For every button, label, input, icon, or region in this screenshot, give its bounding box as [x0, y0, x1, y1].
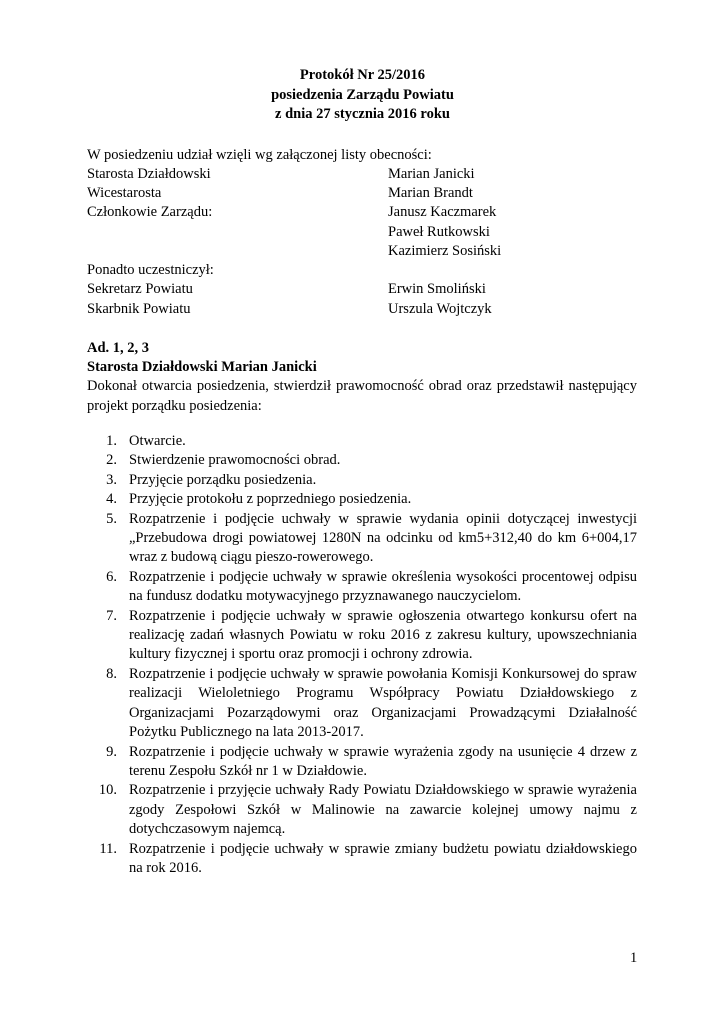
- agenda-item-number: 2.: [106, 452, 117, 469]
- title-line-1: Protokół Nr 25/2016: [299, 67, 426, 83]
- attendance-name: Marian Brandt: [388, 185, 473, 201]
- agenda-item-text: Otwarcie.: [129, 433, 186, 449]
- agenda-item: [87, 781, 637, 839]
- attendance-name: Marian Janicki: [388, 166, 475, 182]
- agenda-item-number: 11.: [99, 840, 117, 857]
- agenda-list: [87, 432, 637, 878]
- attendance-name: Janusz Kaczmarek: [388, 204, 497, 220]
- agenda-item: [87, 432, 637, 451]
- section-heading: Ad. 1, 2, 3: [87, 340, 150, 356]
- section-body: Dokonał otwarcia posiedzenia, stwierdził prawomocność obrad oraz przedstawił następujący projekt porządku posiedzenia:: [87, 378, 637, 414]
- page-number: 1: [630, 950, 638, 966]
- attendance-name: Paweł Rutkowski: [388, 224, 490, 240]
- agenda-item: [87, 665, 637, 743]
- agenda-item-number: 10.: [98, 782, 117, 799]
- agenda-item-text: Rozpatrzenie i podjęcie uchwały w sprawie określenia wysokości procentowej odpisu na fundusz dodatku motywacyjnego przyznawanego nauczycielom.: [129, 568, 637, 605]
- agenda-item-number: 7.: [106, 607, 117, 624]
- agenda-item: [87, 743, 637, 782]
- agenda-item-number: 3.: [106, 471, 117, 488]
- agenda-item: [87, 840, 637, 879]
- agenda-item-text: Rozpatrzenie i podjęcie uchwały w sprawie wydania opinii dotyczącej inwestycji „Przebudowa drogi powiatowej 1280N na odcinku od km5+312,40 do km 6+004,17 wraz z budową ciągu pieszo-rowerowego.: [129, 510, 637, 566]
- also-present-role: Skarbnik Powiatu: [87, 301, 191, 317]
- title-line-3: z dnia 27 stycznia 2016 roku: [275, 106, 450, 123]
- agenda-item-number: 6.: [106, 568, 117, 585]
- agenda-item-text: Rozpatrzenie i przyjęcie uchwały Rady Powiatu Działdowskiego w sprawie wyrażenia zgody Zespołowi Szkół w Malinowie na zawarcie kolejnej umowy najmu z dotychczasowym najemcą.: [129, 782, 637, 838]
- also-present-name: Urszula Wojtczyk: [388, 301, 492, 317]
- agenda-item-number: 1.: [106, 433, 117, 449]
- agenda-item-number: 9.: [106, 743, 117, 760]
- agenda-item: [87, 451, 637, 470]
- attendance-name: Kazimierz Sosiński: [388, 243, 502, 259]
- agenda-item: [87, 490, 637, 509]
- agenda-item: [87, 607, 637, 665]
- attendance-intro: W posiedzeniu udział wzięli wg załączonej listy obecności:: [87, 147, 432, 163]
- agenda-item: [87, 568, 637, 607]
- title-line-2: posiedzenia Zarządu Powiatu: [271, 86, 454, 103]
- agenda-item-text: Stwierdzenie prawomocności obrad.: [129, 452, 341, 469]
- agenda-item-number: 5.: [106, 510, 117, 527]
- also-present-role: Sekretarz Powiatu: [87, 281, 193, 297]
- agenda-item: [87, 510, 637, 568]
- agenda-item-text: Przyjęcie protokołu z poprzedniego posiedzenia.: [129, 491, 412, 508]
- document-title: [0, 66, 725, 125]
- attendance-role: Starosta Działdowski: [87, 166, 211, 182]
- attendance-role: Wicestarosta: [87, 185, 162, 201]
- agenda-item-number: 8.: [106, 665, 117, 682]
- also-present-name: Erwin Smoliński: [388, 281, 486, 297]
- agenda-item-text: Rozpatrzenie i podjęcie uchwały w sprawie wyrażenia zgody na usunięcie 4 drzew z terenu Zespołu Szkół nr 1 w Działdowie.: [129, 743, 637, 779]
- also-present-label: Ponadto uczestniczył:: [87, 262, 214, 278]
- agenda-item-text: Rozpatrzenie i podjęcie uchwały w sprawie ogłoszenia otwartego konkursu ofert na realizację zadań własnych Powiatu w roku 2016 z zakresu kultury, upowszechniania kultury fizycznej i sportu oraz promocji i ochrony zdrowia.: [129, 607, 637, 663]
- agenda-item-text: Rozpatrzenie i podjęcie uchwały w sprawie powołania Komisji Konkursowej do spraw realizacji Wieloletniego Programu Współpracy Powiatu Działdowskiego z Organizacjami Pozarządowymi oraz Organizacjami Prowadzącymi Działalność Pożytku Publicznego na lata 2013-2017.: [129, 665, 637, 741]
- agenda-item: [87, 471, 637, 490]
- agenda-item-text: Rozpatrzenie i podjęcie uchwały w sprawie zmiany budżetu powiatu działdowskiego na rok 2016.: [129, 840, 637, 876]
- agenda-item-text: Przyjęcie porządku posiedzenia.: [129, 471, 317, 488]
- agenda-item-number: 4.: [106, 491, 117, 508]
- section-speaker: Starosta Działdowski Marian Janicki: [87, 359, 317, 375]
- attendance-role: Członkowie Zarządu:: [87, 204, 213, 220]
